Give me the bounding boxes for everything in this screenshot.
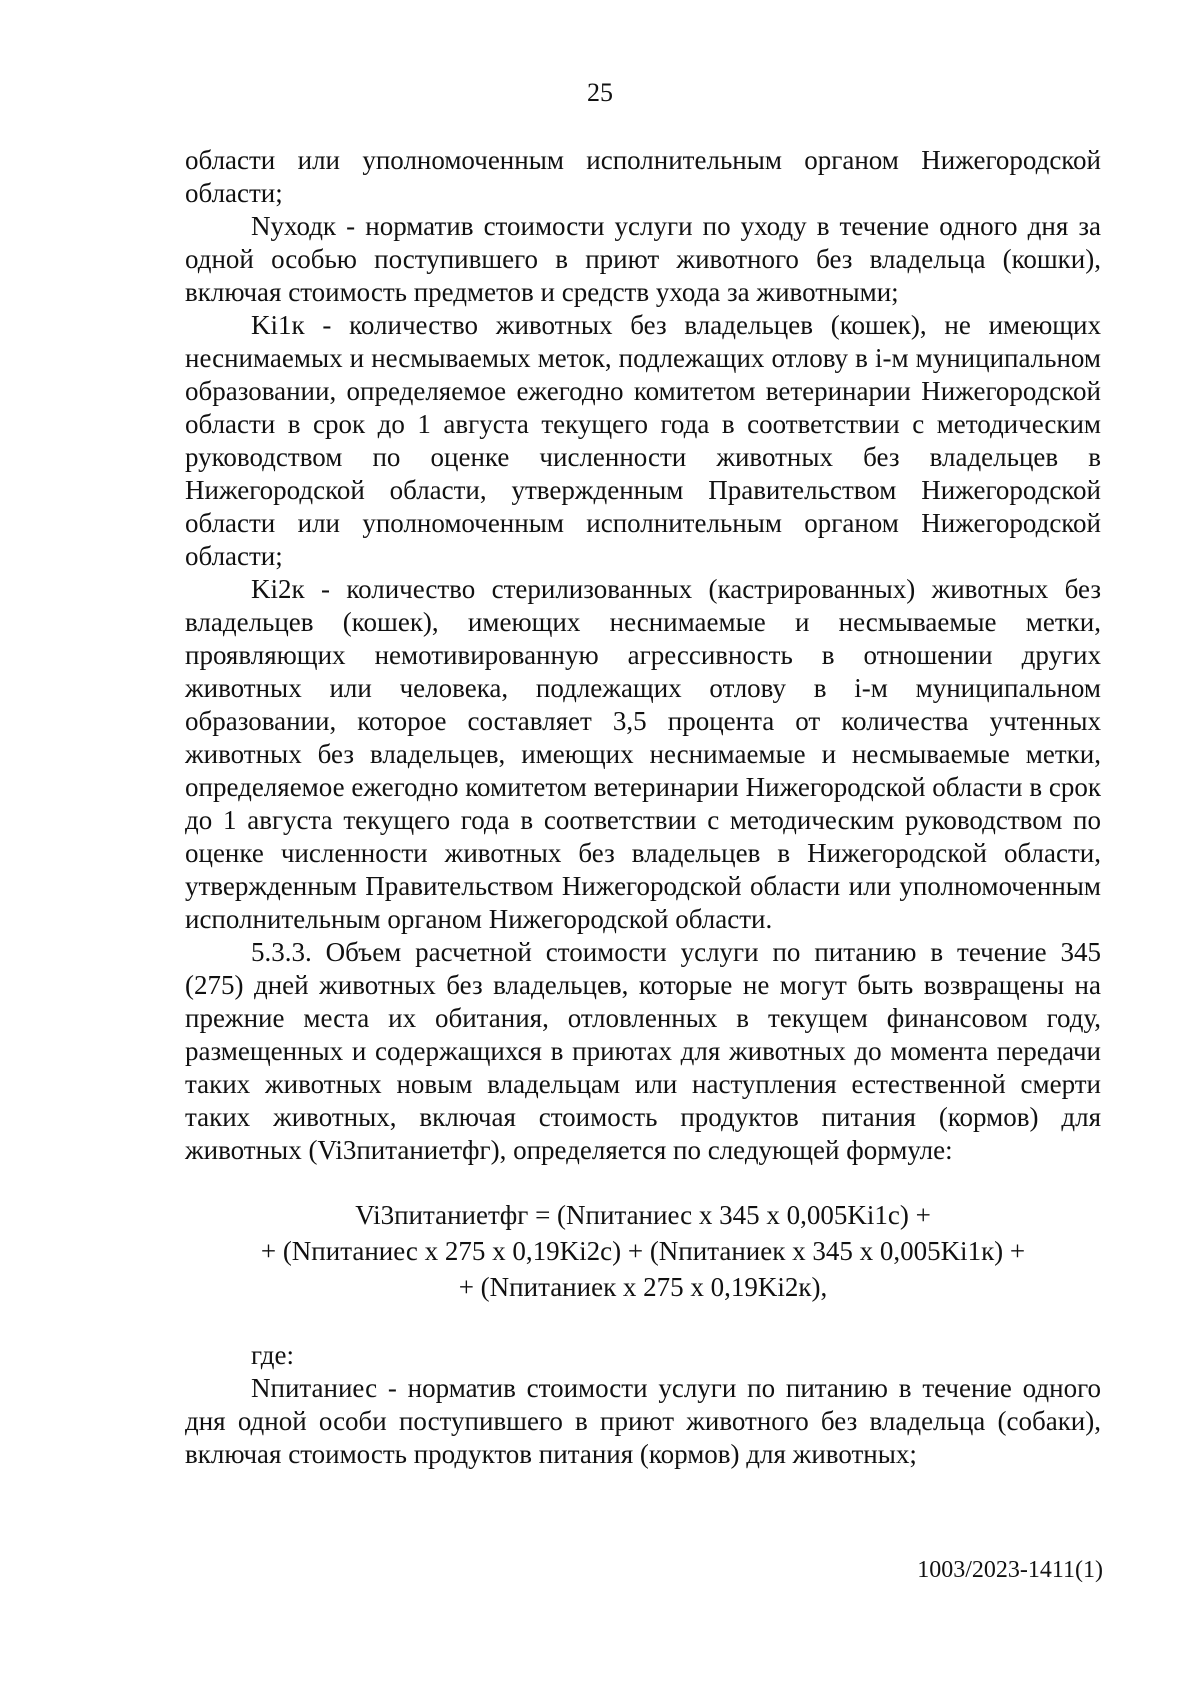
formula-line-3: + (Nпитаниек x 275 x 0,19Ki2к),: [458, 1272, 828, 1302]
formula-line-1: Vi3питаниетфг = (Nпитаниес x 345 x 0,005Ki1с) +: [355, 1200, 931, 1230]
formula-block: [185, 1197, 1101, 1305]
paragraph-5-3-3: 5.3.3. Объем расчетной стоимости услуги по питанию в течение 345 (275) дней животных без владельцев, которые не могут быть возвращены на прежние места их обитания, отловленных в текущем финансовом году, размещенных и содержащихся в приютах для животных до момента передачи таких животных новым владельцам или наступления естественной смерти таких животных, включая стоимость продуктов питания (кормов) для животных (Vi3питаниетфг), определяется по следующей формуле:: [185, 937, 1101, 1165]
page-number: 25: [587, 78, 613, 107]
paragraph-ki1: Ki1к - количество животных без владельцев (кошек), не имеющих неснимаемых и несмываемых меток, подлежащих отлову в i-м муниципальном образовании, определяемое ежегодно комитетом ветеринарии Нижегородской области в срок до 1 августа текущего года в соответствии с методическим руководством по оценке численности животных без владельцев в Нижегородской области, утвержденным Правительством Нижегородской области или уполномоченным исполнительным органом Нижегородской области;: [185, 310, 1101, 571]
document-id: 1003/2023-1411(1): [917, 1557, 1103, 1583]
formula-line-2: + (Nпитаниес x 275 x 0,19Ki2с) + (Nпитаниек x 345 x 0,005Ki1к) +: [260, 1236, 1026, 1266]
paragraph-nuhod: Nуходк - норматив стоимости услуги по уходу в течение одного дня за одной особью поступившего в приют животного без владельца (кошки), включая стоимость предметов и средств ухода за животными;: [185, 211, 1101, 307]
paragraph-npitanie: Nпитаниес - норматив стоимости услуги по питанию в течение одного дня одной особи поступившего в приют животного без владельца (собаки), включая стоимость продуктов питания (кормов) для животных;: [185, 1373, 1101, 1469]
where-label: где:: [251, 1340, 294, 1370]
document-body: [185, 144, 1101, 1471]
paragraph-ki2: Ki2к - количество стерилизованных (кастрированных) животных без владельцев (кошек), имеющих неснимаемые и несмываемые метки, проявляющих немотивированную агрессивность в отношении других животных или человека, подлежащих отлову в i-м муниципальном образовании, которое составляет 3,5 процента от количества учтенных животных без владельцев, имеющих неснимаемые и несмываемые метки, определяемое ежегодно комитетом ветеринарии Нижегородской области в срок до 1 августа текущего года в соответствии с методическим руководством по оценке численности животных без владельцев в Нижегородской области, утвержденным Правительством Нижегородской области или уполномоченным исполнительным органом Нижегородской области.: [185, 574, 1101, 934]
paragraph-continuation: области или уполномоченным исполнительным органом Нижегородской области;: [185, 145, 1101, 208]
